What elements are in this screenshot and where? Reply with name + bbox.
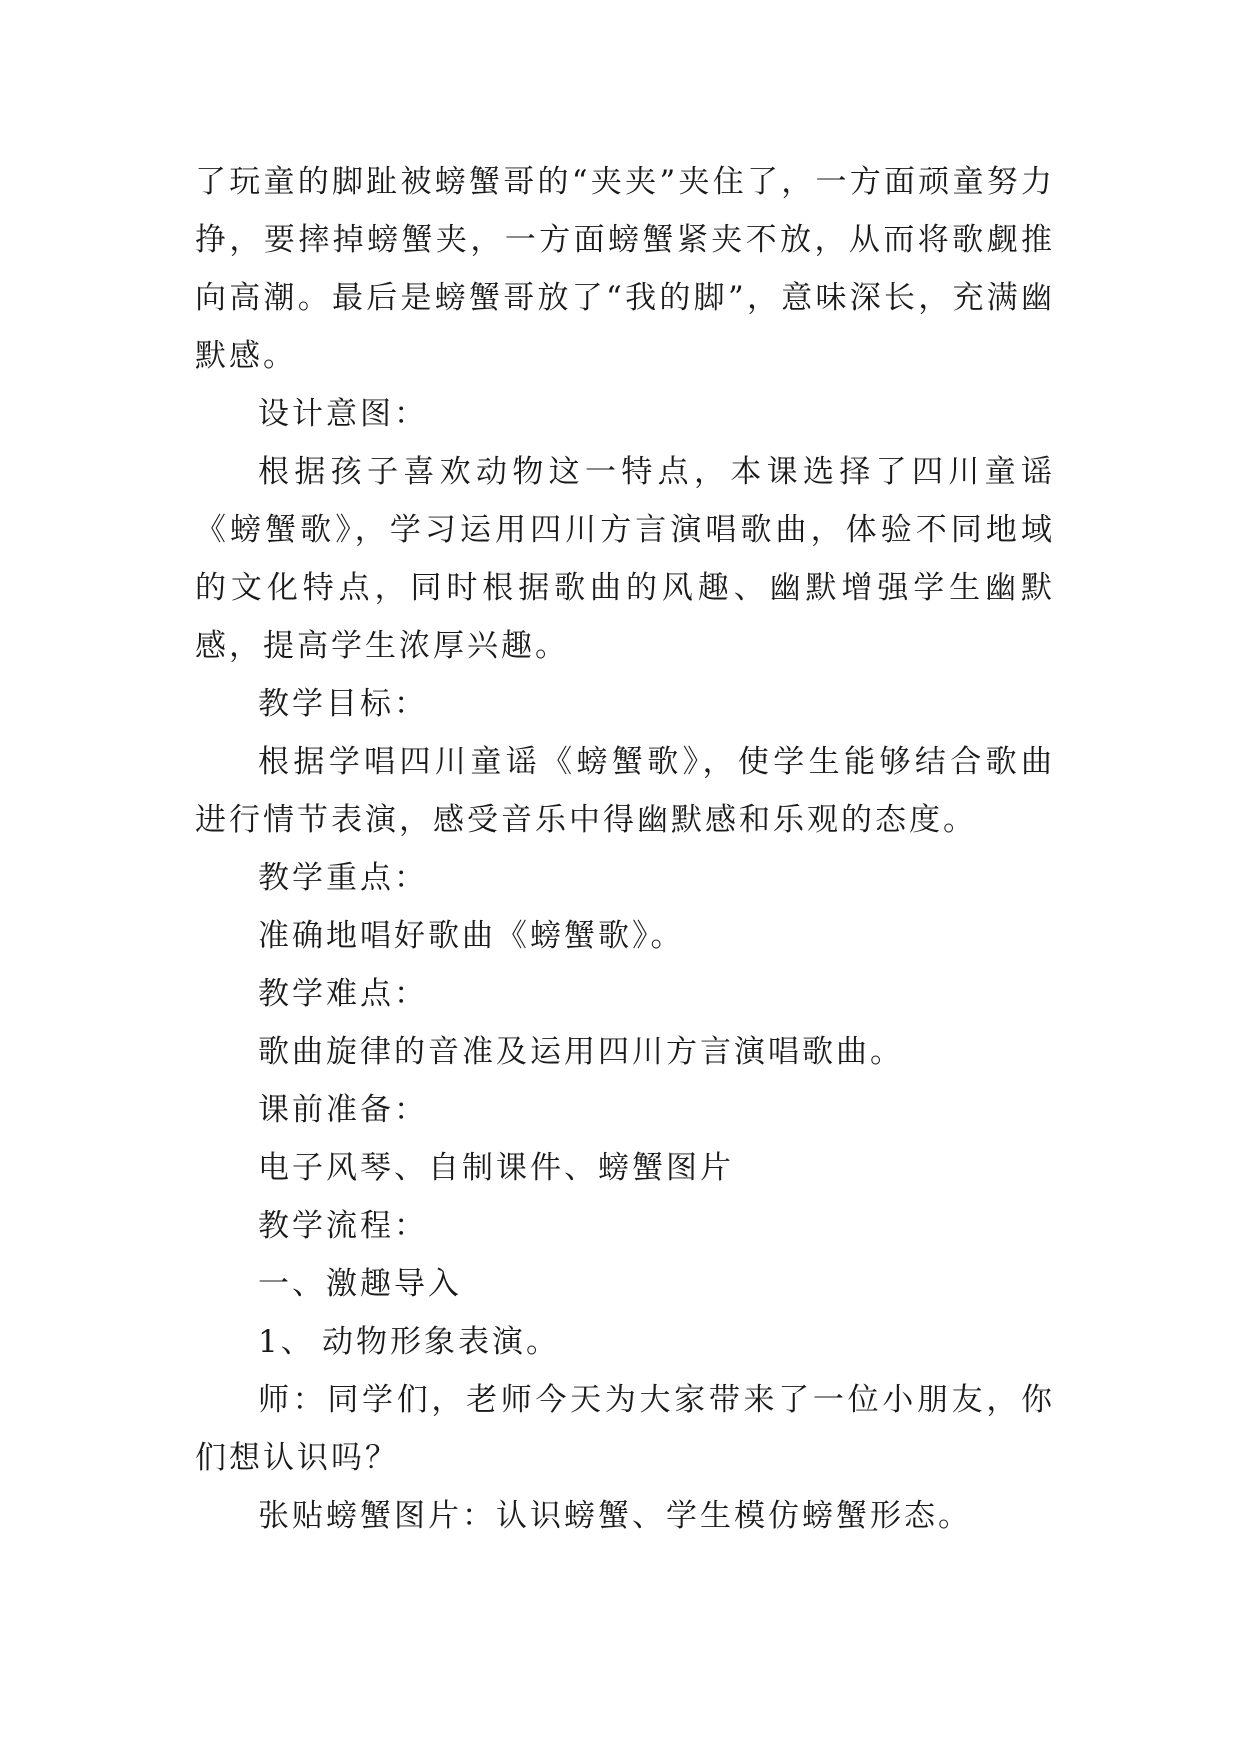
paragraph-teaching-goals: 根据学唱四川童谣《螃蟹歌》，使学生能够结合歌曲进行情节表演，感受音乐中得幽默感和乐观的态度。 bbox=[195, 744, 1055, 838]
paragraph-teaching-focus: 准确地唱好歌曲《螃蟹歌》。 bbox=[258, 918, 685, 954]
paragraph-post-picture: 张贴螃蟹图片：认识螃蟹、学生模仿螃蟹形态。 bbox=[258, 1498, 972, 1534]
paragraph-teaching-difficulty: 歌曲旋律的音准及运用四川方言演唱歌曲。 bbox=[258, 1034, 904, 1070]
heading-teaching-focus: 教学重点： bbox=[258, 860, 428, 896]
paragraph-story-description: 了玩童的脚趾被螃蟹哥的“夹夹”夹住了，一方面顽童努力挣，要摔掉螃蟹夹，一方面螃蟹紧夹不放，从而将歌觑推向高潮。最后是螃蟹哥放了“我的脚”，意味深长，充满幽默感。 bbox=[195, 164, 1055, 374]
heading-preparation: 课前准备： bbox=[258, 1092, 428, 1128]
section-heading-intro: 一、激趣导入 bbox=[258, 1266, 462, 1302]
heading-teaching-difficulty: 教学难点： bbox=[258, 976, 428, 1012]
paragraph-preparation: 电子风琴、自制课件、螃蟹图片 bbox=[258, 1150, 734, 1186]
heading-teaching-process: 教学流程： bbox=[258, 1208, 428, 1244]
document-body bbox=[195, 153, 1055, 1545]
paragraph-teacher-speech: 师：同学们，老师今天为大家带来了一位小朋友，你们想认识吗？ bbox=[195, 1382, 1055, 1476]
paragraph-design-intent: 根据孩子喜欢动物这一特点，本课选择了四川童谣《螃蟹歌》，学习运用四川方言演唱歌曲，体验不同地域的文化特点，同时根据歌曲的风趣、幽默增强学生幽默感，提高学生浓厚兴趣。 bbox=[195, 454, 1055, 664]
list-item-text: 动物形象表演。 bbox=[322, 1324, 560, 1360]
list-item-number: 1、 bbox=[258, 1324, 315, 1360]
list-item-animal-performance bbox=[195, 1313, 1055, 1371]
heading-teaching-goals: 教学目标： bbox=[258, 686, 428, 722]
heading-design-intent: 设计意图： bbox=[258, 396, 428, 432]
